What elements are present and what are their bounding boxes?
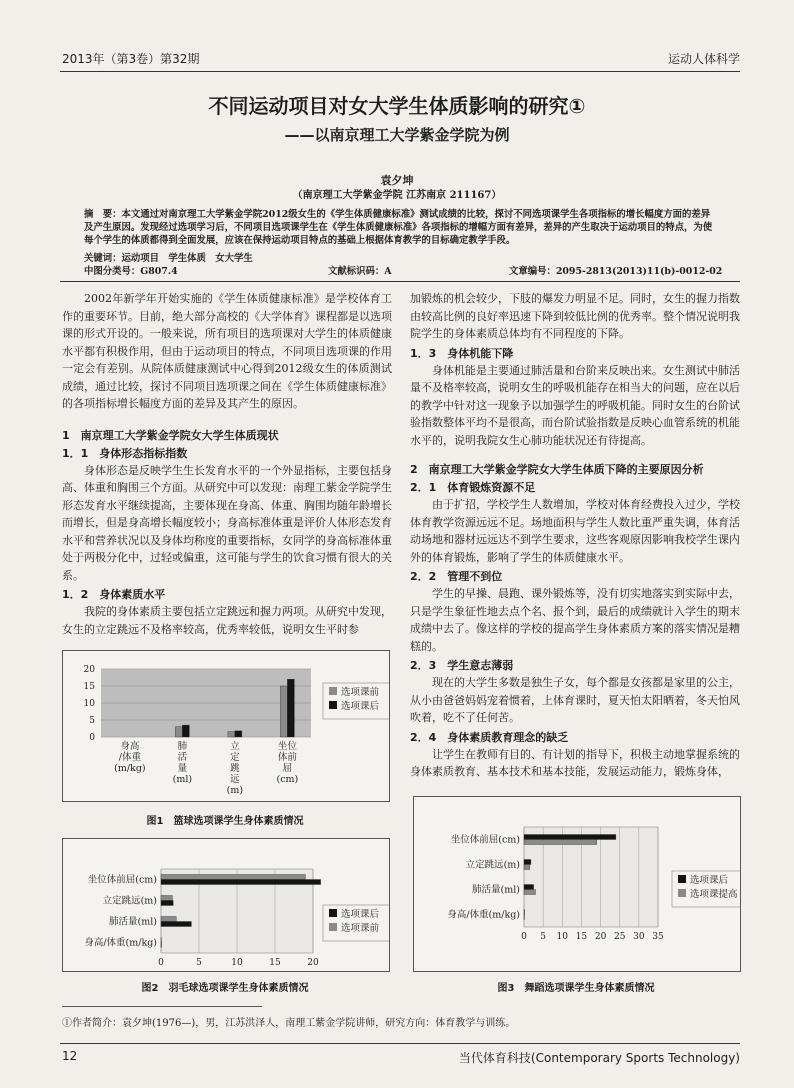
abstract-rule — [60, 281, 740, 282]
paragraph: 由于扩招，学校学生人数增加，学校对体育经费投入过少，学校体育教学资源远远不足。场地面积与学生人数比重严重失调，体育活动场地和器材远远达不到学生要求，这些客观原因影响我校学生课内外的体育锻炼，影响了学生的体质健康水平。 — [410, 498, 740, 564]
legend-swatch — [678, 875, 686, 883]
figure-3-caption: 图3 舞蹈选项课学生身体素质情况 — [497, 983, 655, 994]
y-tick-label: 10 — [83, 699, 95, 709]
clc-number: 中图分类号：G807.4 — [84, 266, 178, 277]
legend-label: 选项课后 — [341, 909, 380, 920]
bar — [524, 910, 525, 915]
x-category-label: (cm) — [276, 774, 299, 785]
y-category-label: 立定跳远(m) — [465, 859, 520, 871]
legend-label: 选项课后 — [690, 875, 729, 886]
figure-2-caption: 图2 羽毛球选项课学生身体素质情况 — [141, 983, 309, 994]
running-header-left: 2013年（第3卷）第32期 — [62, 52, 200, 66]
figure-2-chart — [63, 839, 389, 971]
footnote-rule — [62, 1006, 262, 1007]
y-tick-label: 5 — [89, 716, 95, 726]
figure-1-chart — [63, 651, 389, 801]
subsection-heading: 2．1 体育锻炼资源不足 — [410, 481, 536, 494]
subsection-heading: 1．3 身体机能下降 — [410, 346, 514, 360]
figure-1-frame — [62, 650, 390, 802]
affiliation: （南京理工大学紫金学院 江苏南京 211167） — [292, 190, 502, 201]
abstract — [84, 208, 714, 247]
legend-swatch — [329, 909, 337, 917]
bar — [161, 880, 321, 885]
y-category-label: 肺活量(ml) — [109, 916, 157, 928]
bar — [524, 865, 530, 870]
x-category-label: 屈 — [282, 763, 293, 774]
y-tick-label: 15 — [83, 682, 95, 692]
x-tick-label: 15 — [575, 932, 588, 942]
bar — [161, 917, 176, 922]
footnote: ①作者简介：袁夕坤(1976—)，男，江苏洪泽人，南理工紫金学院讲师，研究方向：体育教学与训练。 — [62, 1018, 516, 1029]
subsection-heading: 2．4 身体素质教育理念的缺乏 — [410, 730, 569, 744]
x-category-label: 立 — [230, 741, 240, 752]
x-category-label: 活 — [177, 752, 188, 763]
page-number: 12 — [62, 1049, 78, 1063]
x-category-label: 跳 — [230, 763, 240, 774]
x-tick-label: 10 — [231, 958, 243, 968]
left-column — [62, 290, 392, 638]
bar — [524, 885, 534, 890]
keywords: 关键词：运动项目 学生体质 女大学生 — [84, 253, 253, 264]
legend-label: 选项课前 — [341, 923, 380, 934]
y-category-label: 坐位体前屈(cm) — [87, 874, 157, 886]
figure-1-caption: 图1 篮球选项课学生身体素质情况 — [146, 816, 304, 827]
y-tick-label: 0 — [89, 733, 95, 743]
subsection-heading: 2．2 管理不到位 — [410, 570, 503, 583]
bar — [524, 840, 597, 845]
abstract-label: 摘 要： — [84, 209, 122, 220]
x-tick-label: 20 — [307, 958, 319, 968]
bar — [161, 875, 305, 880]
y-tick-label: 20 — [83, 665, 95, 675]
bar — [235, 731, 242, 737]
x-category-label: (ml) — [172, 774, 193, 785]
paragraph: 学生的早操、晨跑、课外锻炼等，没有切实地落实到实际中去，只是学生象征性地去点个名、报个到，最后的成绩就计入学生的期末成绩中去了。像这样的学校的提高学生身体素质方案的落实情况是糟糕的。 — [410, 587, 740, 653]
figure-3-chart — [414, 797, 740, 971]
paragraph: 我院的身体素质主要包括立定跳远和握力两项。从研究中发现，女生的立定跳远不及格率较高，优秀率较低，说明女生平时参 — [62, 605, 392, 636]
x-tick-label: 5 — [540, 932, 547, 942]
x-tick-label: 10 — [556, 932, 569, 942]
subsection-heading: 1．2 身体素质水平 — [62, 588, 166, 601]
bar — [287, 679, 294, 737]
x-category-label: 肺 — [177, 741, 188, 752]
legend-swatch — [329, 701, 337, 709]
x-category-label: 定 — [230, 752, 240, 763]
bar — [161, 943, 162, 948]
figure-2-frame — [62, 838, 390, 972]
bar — [182, 725, 189, 737]
legend-label: 选项课后 — [341, 701, 380, 712]
legend-swatch — [329, 687, 337, 695]
paragraph: 让学生在教师有目的、有计划的指导下，积极主动地掌握系统的身体素质教育、基本技术和基本技能，发展运动能力，锻炼身体， — [410, 747, 740, 778]
y-category-label: 坐位体前屈(cm) — [450, 834, 520, 846]
x-tick-label: 30 — [633, 932, 645, 942]
bar — [161, 901, 173, 906]
legend-swatch — [329, 923, 337, 931]
footer-rule — [60, 1043, 740, 1044]
paragraph: 身体形态是反映学生生长发育水平的一个外显指标，主要包括身高、体重和胸围三个方面。从研究中可以发现：南理工紫金学院学生形态发育水平继续提高，主要体现在身高、体重、胸围均随年龄增长而增长，但是身高增长幅度较小；身高标准体重是评价人体形态发育水平和营养状况以及身体均称度的重要指标，女同学的身高标准体重处于两极分化中，过轻或偏重，这可能与学生的饮食习惯有很大的关系。 — [62, 463, 392, 582]
x-tick-label: 0 — [521, 932, 527, 942]
author: 袁夕坤 — [380, 174, 414, 187]
subsection-heading: 2．3 学生意志薄弱 — [410, 659, 514, 672]
right-column — [410, 290, 740, 781]
paper-subtitle: ——以南京理工大学紫金学院为例 — [284, 126, 510, 144]
abstract-text: 本文通过对南京理工大学紫金学院2012级女生的《学生体质健康标准》测试成绩的比较，探讨不同选项课学生各项指标的增长幅度方面的差异及产生原因。发现经过选项学习后，不同项目选项课学生在《学生体质健康标准》各项指标的增幅方面有差异，差异的产生取决于运动项目的特点，为使每个学生的体质都得到全面发展，应该在保持运动项目特点的基础上根据体育教学的目标确定教学手段。 — [84, 209, 713, 246]
y-category-label: 身高/体重(m/kg) — [84, 937, 157, 949]
x-category-label: (m/kg) — [114, 763, 146, 774]
paragraph: 2002年新学年开始实施的《学生体质健康标准》是学校体育工作的重要环节。目前，绝大部分高校的《大学体育》课程都是以选项课的形式开设的。一般来说，所有项目的选项课对大学生的体质健康水平都有积极作用，但由于运动项目的特点，不同项目选项课的作用一定会有差别。从院体质健康测试中心得到2012级女生的体质测试成绩，通过比较，探讨不同项目选项课之间在《学生体质健康标准》的各项指标增长幅度方面的差异及其产生的原因。 — [62, 292, 392, 410]
paragraph: 现在的大学生多数是独生子女，每个都是女孩都是家里的公主，从小由爸爸妈妈宠着惯着，上体育课时，夏天怕太阳晒着，冬天怕风吹着，吃不了任何苦。 — [410, 676, 740, 724]
section-heading: 2 南京理工大学紫金学院女大学生体质下降的主要原因分析 — [410, 463, 704, 476]
x-tick-label: 5 — [196, 958, 202, 968]
figure-3-frame — [413, 796, 741, 972]
x-tick-label: 0 — [158, 958, 164, 968]
x-tick-label: 25 — [613, 932, 626, 942]
x-tick-label: 15 — [269, 958, 281, 968]
legend-label: 选项课前 — [341, 687, 380, 698]
x-category-label: (m) — [226, 785, 244, 796]
header-rule — [60, 71, 740, 72]
paper-title: 不同运动项目对女大学生体质影响的研究① — [208, 94, 586, 118]
x-tick-label: 35 — [652, 932, 664, 942]
document-code: 文献标识码：A — [328, 266, 392, 277]
y-category-label: 肺活量(ml) — [472, 884, 520, 896]
bar — [280, 686, 287, 737]
bar — [524, 860, 531, 865]
x-category-label: 远 — [230, 774, 240, 785]
x-category-label: 身高 — [120, 741, 140, 752]
running-header-right: 运动人体科学 — [667, 52, 740, 66]
y-category-label: 身高/体重(m/kg) — [447, 909, 520, 921]
bar — [228, 732, 235, 737]
paragraph: 身体机能是主要通过肺活量和台阶来反映出来。女生测试中肺活量不及格率较高，说明女生的呼吸机能存在相当大的问题，应在以后的教学中针对这一现象予以加强学生的呼吸机能。同时女生的台阶试验指数整体平均不是很高，而台阶试验指数是反映心血管系统的机能水平的，说明我院女生心肺功能状况还有待提高。 — [410, 363, 740, 447]
x-category-label: /体重 — [118, 752, 141, 763]
bar — [524, 890, 535, 895]
x-tick-label: 20 — [594, 932, 607, 942]
subsection-heading: 1．1 身体形态指标指数 — [62, 446, 188, 460]
x-category-label: 体前 — [277, 752, 297, 763]
bar — [161, 938, 162, 943]
bar — [524, 835, 616, 840]
x-category-label: 量 — [177, 763, 188, 774]
journal-name: 当代体育科技(Contemporary Sports Technology) — [458, 1051, 740, 1065]
paragraph: 加锻炼的机会较少，下肢的爆发力明显不足。同时，女生的握力指数由较高比例的良好率迅速下降到较低比例的优秀率。整个情况说明我院学生的身体素质总体均有不同程度的下降。 — [410, 292, 740, 340]
legend-swatch — [678, 889, 686, 897]
x-category-label: 坐位 — [277, 741, 297, 752]
article-number: 文章编号：2095-2813(2013)11(b)-0012-02 — [509, 266, 723, 277]
bar — [161, 922, 191, 927]
bar — [175, 727, 182, 737]
bar — [524, 915, 525, 920]
bar — [161, 896, 172, 901]
legend-label: 选项课提高 — [690, 889, 738, 900]
y-category-label: 立定跳远(m) — [102, 895, 157, 907]
section-heading: 1 南京理工大学紫金学院女大学生体质现状 — [62, 428, 279, 442]
